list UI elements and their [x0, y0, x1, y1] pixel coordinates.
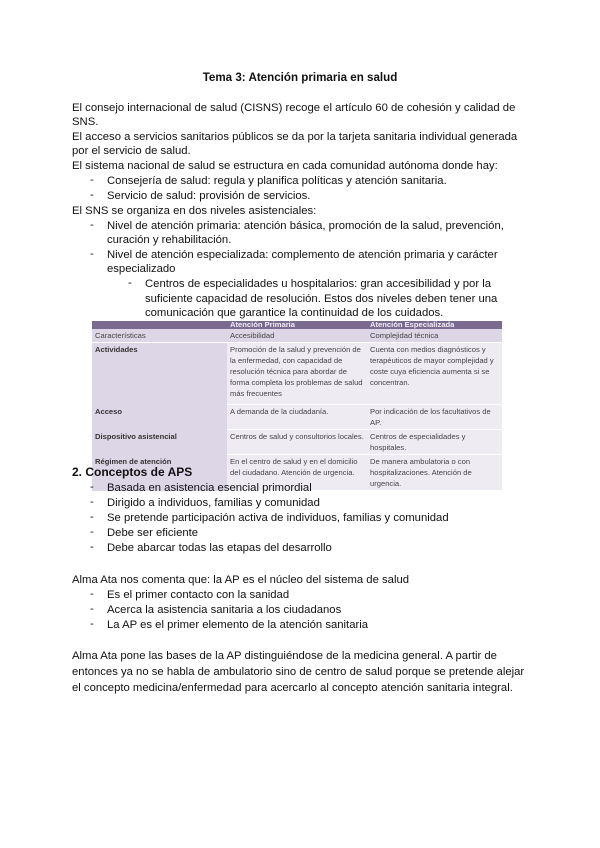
bullet-dash: -: [90, 526, 94, 538]
paragraph-line: El sistema nacional de salud se estructura en cada comunidad autónoma donde hay:: [72, 160, 498, 172]
list-item: Nivel de atención especializada: complemento de atención primaria y carácter: [107, 249, 498, 261]
list-item: Acerca la asistencia sanitaria a los ciudadanos: [107, 604, 342, 616]
list-item: Dirigido a individuos, familias y comunidad: [107, 497, 320, 509]
table-header-cell: Atención Especializada: [367, 321, 502, 329]
bullet-dash: -: [90, 481, 94, 493]
table-subheader-cell: Complejidad técnica: [367, 329, 502, 343]
bullet-dash: -: [128, 277, 132, 289]
table-row-label: Acceso: [92, 405, 227, 430]
table-cell: De manera ambulatoria o con hospitalizaciones. Atención de urgencia.: [367, 455, 502, 491]
list-item: Basada en asistencia esencial primordial: [107, 482, 312, 494]
table-cell: Centros de salud y consultorios locales.: [227, 430, 367, 455]
list-item: Debe abarcar todas las etapas del desarrollo: [107, 542, 332, 554]
table-subheader-cell: Características: [92, 329, 227, 343]
bullet-dash: -: [90, 219, 94, 231]
bullet-dash: -: [90, 189, 94, 201]
sub-list-item-continuation: suficiente capacidad de resolución. Estos dos niveles deben tener una: [145, 293, 498, 305]
list-item-continuation: especializado: [107, 263, 176, 275]
bullet-dash: -: [90, 511, 94, 523]
bullet-dash: -: [90, 618, 94, 630]
paragraph-line: El acceso a servicios sanitarios públicos se da por la tarjeta sanitaria individual generada: [72, 131, 518, 143]
sub-list-item: Centros de especialidades u hospitalarios: gran accesibilidad y por la: [145, 278, 492, 290]
paragraph-line: Alma Ata pone las bases de la AP distinguiéndose de la medicina general. A partir de: [72, 650, 497, 662]
table-cell: Promoción de la salud y prevención de la enfermedad, con capacidad de resolución técnica para abordar de forma completa los problemas de salud más frecuentes: [227, 343, 367, 405]
table-subheader-cell: Accesibilidad: [227, 329, 367, 343]
paragraph-line: Alma Ata nos comenta que: la AP es el núcleo del sistema de salud: [72, 574, 410, 586]
bullet-dash: -: [90, 174, 94, 186]
sub-list-item-continuation: comunicación que garantice la continuidad de los cuidados.: [145, 307, 444, 319]
paragraph-line: por el servicio de salud.: [72, 145, 191, 157]
bullet-dash: -: [90, 248, 94, 260]
bullet-dash: -: [90, 588, 94, 600]
section-heading: 2. Conceptos de APS: [72, 465, 193, 479]
list-item: Nivel de atención primaria: atención básica, promoción de la salud, prevención,: [107, 220, 504, 232]
list-item: Debe ser eficiente: [107, 527, 199, 539]
table-cell: Cuenta con medios diagnósticos y terapéuticos de mayor complejidad y coste cuya eficiencia aumenta si se concentran.: [367, 343, 502, 405]
table-row-label: Actividades: [92, 343, 227, 405]
table-cell: A demanda de la ciudadanía.: [227, 405, 367, 430]
page-title: Tema 3: Atención primaria en salud: [202, 71, 398, 84]
table-row-label: Régimen de atención: [92, 455, 227, 491]
list-item-continuation: curación y rehabilitación.: [107, 234, 232, 246]
table-row-label: Dispositivo asistencial: [92, 430, 227, 455]
paragraph-line: El SNS se organiza en dos niveles asistenciales:: [72, 205, 317, 217]
table-cell: Por indicación de los facultativos de AP.: [367, 405, 502, 430]
list-item: La AP es el primer elemento de la atención sanitaria: [107, 619, 369, 631]
paragraph-line: entonces ya no se habla de ambulatorio sino de centro de salud porque se pretende alejar: [72, 666, 525, 678]
table-header-cell: [92, 321, 227, 329]
list-item: Consejería de salud: regula y planifica políticas y atención sanitaria.: [107, 175, 447, 187]
bullet-dash: -: [90, 541, 94, 553]
table-cell: En el centro de salud y en el domicilio del ciudadano. Atención de urgencia.: [227, 455, 367, 491]
table-header-cell: Atención Primaria: [227, 321, 367, 329]
table-cell: Centros de especialidades y hospitales.: [367, 430, 502, 455]
paragraph-line: el concepto medicina/enfermedad para acercarlo al concepto atención sanitaria integral.: [72, 682, 513, 694]
paragraph-line: El consejo internacional de salud (CISNS) recoge el artículo 60 de cohesión y calidad de: [72, 102, 516, 114]
list-item: Se pretende participación activa de individuos, familias y comunidad: [107, 512, 449, 524]
list-item: Es el primer contacto con la sanidad: [107, 589, 290, 601]
bullet-dash: -: [90, 496, 94, 508]
paragraph-line: SNS.: [72, 116, 99, 128]
list-item: Servicio de salud: provisión de servicios.: [107, 190, 311, 202]
bullet-dash: -: [90, 603, 94, 615]
